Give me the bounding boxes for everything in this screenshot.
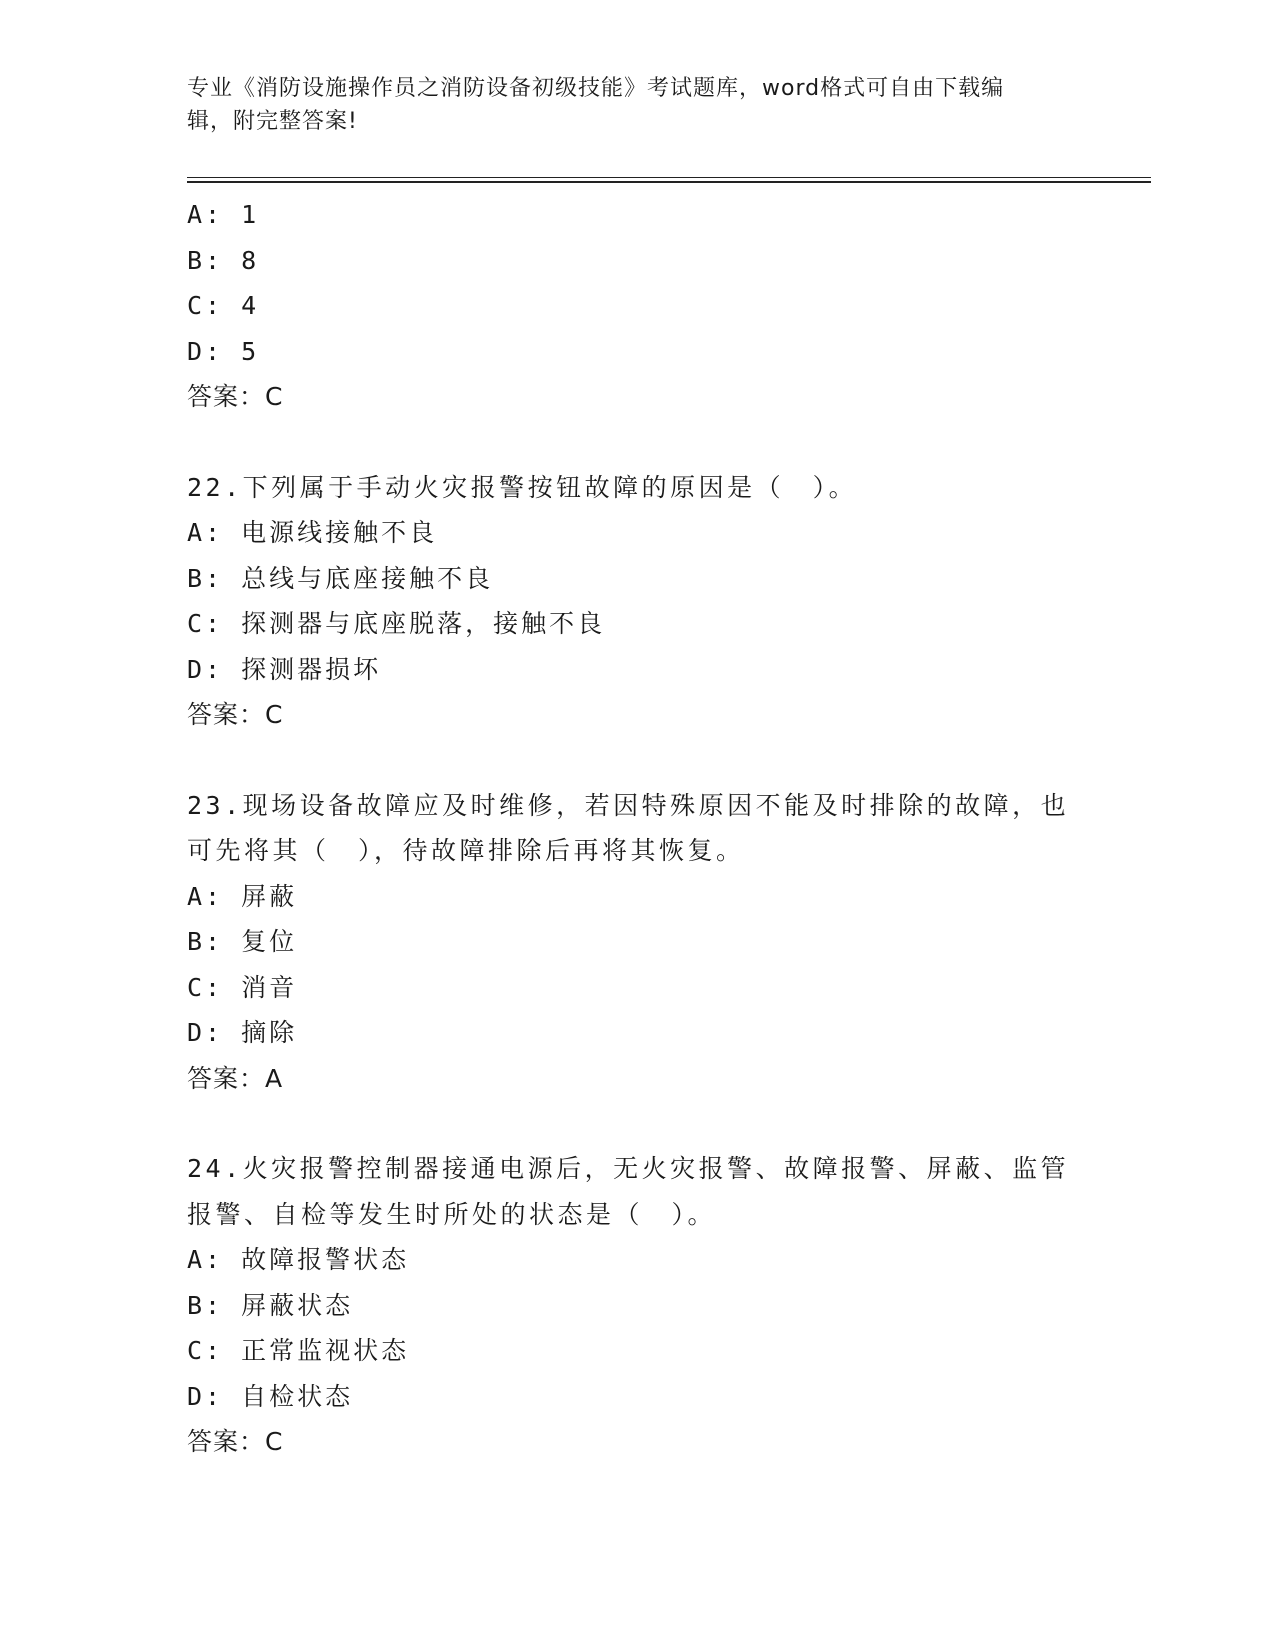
question-stem-line-2: 可先将其（ ），待故障排除后再将其恢复。	[187, 836, 745, 865]
answer-line: 答案：A	[187, 1063, 284, 1093]
question-stem-line-1: 23.现场设备故障应及时维修，若因特殊原因不能及时排除的故障，也	[187, 790, 1070, 820]
option-d: D: 探测器损坏	[187, 654, 382, 684]
spacer	[187, 420, 1087, 465]
option-d: D: 自检状态	[187, 1381, 354, 1411]
option-a: A: 屏蔽	[187, 881, 298, 911]
option-b: B: 复位	[187, 927, 298, 956]
option-b: B: 屏蔽状态	[187, 1290, 354, 1320]
option-c: C: 正常监视状态	[187, 1336, 410, 1365]
option-c: C: 4	[187, 291, 260, 320]
question-23	[187, 783, 1087, 1102]
option-c: C: 探测器与底座脱落，接触不良	[187, 609, 606, 638]
option-b: B: 8	[187, 245, 260, 275]
question-24	[187, 1146, 1087, 1465]
header-rule-thin	[187, 177, 1151, 178]
answer-line: 答案：C	[187, 382, 284, 411]
header-rule-thick	[187, 181, 1151, 183]
document-header	[187, 72, 1067, 138]
option-a: A: 故障报警状态	[187, 1245, 410, 1274]
option-b: B: 总线与底座接触不良	[187, 563, 494, 593]
header-line-2: 辑，附完整答案!	[187, 109, 358, 134]
option-a: A: 1	[187, 200, 260, 229]
question-stem-line-2: 报警、自检等发生时所处的状态是（ ）。	[187, 1199, 717, 1229]
option-d: D: 5	[187, 336, 260, 366]
header-line-1: 专业《消防设施操作员之消防设备初级技能》考试题库，word格式可自由下载编	[187, 76, 1005, 101]
option-c: C: 消音	[187, 972, 298, 1002]
question-stem: 22.下列属于手动火灾报警按钮故障的原因是（ ）。	[187, 472, 858, 502]
spacer	[187, 1101, 1087, 1146]
spacer	[187, 738, 1087, 783]
question-stem-line-1: 24.火灾报警控制器接通电源后，无火灾报警、故障报警、屏蔽、监管	[187, 1154, 1070, 1183]
question-22	[187, 465, 1087, 738]
question-list	[187, 192, 1087, 1465]
question-21	[187, 192, 1087, 420]
answer-line: 答案：C	[187, 700, 284, 729]
answer-line: 答案：C	[187, 1427, 284, 1456]
option-d: D: 摘除	[187, 1018, 298, 1047]
option-a: A: 电源线接触不良	[187, 518, 438, 547]
